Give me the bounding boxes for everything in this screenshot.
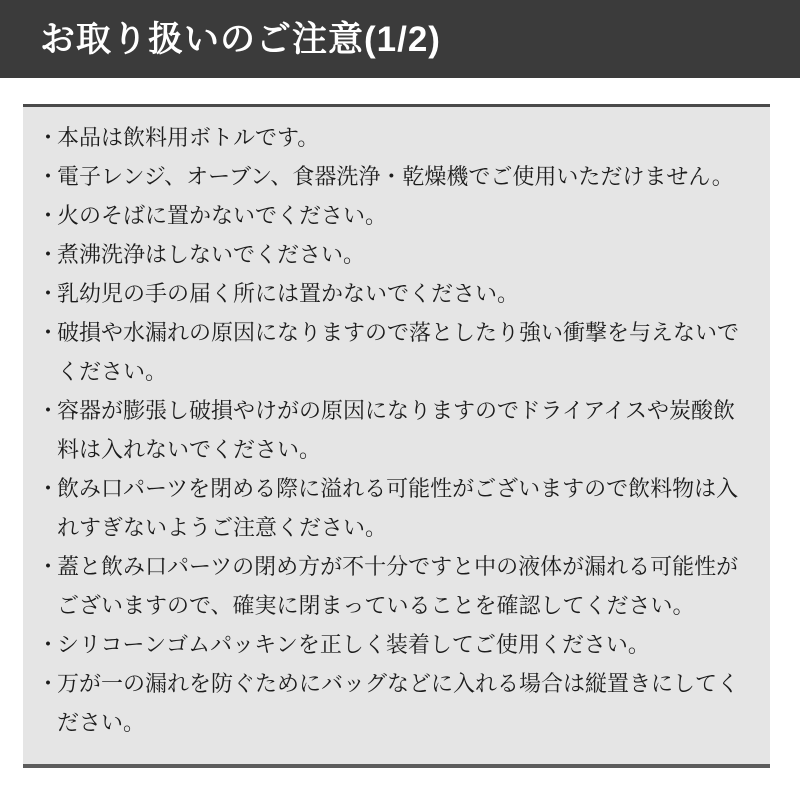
- bullet-marker: ・: [37, 671, 60, 696]
- item-text: 飲み口パーツを閉める際に溢れる可能性がございますので飲料物は入れすぎないようご注意ください。: [57, 476, 739, 540]
- bullet-marker: ・: [37, 398, 60, 423]
- bullet-marker: ・: [37, 242, 60, 267]
- precautions-panel: [23, 104, 770, 768]
- list-item: [37, 625, 752, 664]
- list-item: [37, 118, 752, 157]
- item-text: 乳幼児の手の届く所には置かないでください。: [57, 281, 520, 306]
- page-title: お取り扱いのご注意(1/2): [40, 19, 441, 59]
- bullet-marker: ・: [37, 320, 60, 345]
- bullet-marker: ・: [37, 281, 60, 306]
- bullet-marker: ・: [37, 554, 60, 579]
- bullet-marker: ・: [37, 164, 60, 189]
- item-text: 容器が膨張し破損やけがの原因になりますのでドライアイスや炭酸飲料は入れないでください。: [57, 398, 736, 462]
- list-item: [37, 313, 752, 391]
- bullet-marker: ・: [37, 203, 60, 228]
- list-item: [37, 664, 752, 742]
- item-text: 電子レンジ、オーブン、食器洗浄・乾燥機でご使用いただけません。: [57, 164, 734, 189]
- item-text: 本品は飲料用ボトルです。: [57, 125, 320, 150]
- bullet-marker: ・: [37, 125, 60, 150]
- item-text: 蓋と飲み口パーツの閉め方が不十分ですと中の液体が漏れる可能性がございますので、確実に閉まっていることを確認してください。: [57, 554, 739, 618]
- page-header: [0, 0, 800, 78]
- bullet-marker: ・: [37, 632, 60, 657]
- item-text: 破損や水漏れの原因になりますので落としたり強い衝撃を与えないでください。: [57, 320, 740, 384]
- list-item: [37, 235, 752, 274]
- list-item: [37, 274, 752, 313]
- item-text: 煮沸洗浄はしないでください。: [57, 242, 366, 267]
- item-text: 万が一の漏れを防ぐためにバッグなどに入れる場合は縦置きにしてください。: [57, 671, 740, 735]
- list-item: [37, 196, 752, 235]
- list-item: [37, 547, 752, 625]
- precaution-list: [37, 118, 752, 742]
- list-item: [37, 469, 752, 547]
- list-item: [37, 391, 752, 469]
- list-item: [37, 157, 752, 196]
- item-text: 火のそばに置かないでください。: [57, 203, 388, 228]
- item-text: シリコーンゴムパッキンを正しく装着してご使用ください。: [57, 632, 650, 657]
- bullet-marker: ・: [37, 476, 60, 501]
